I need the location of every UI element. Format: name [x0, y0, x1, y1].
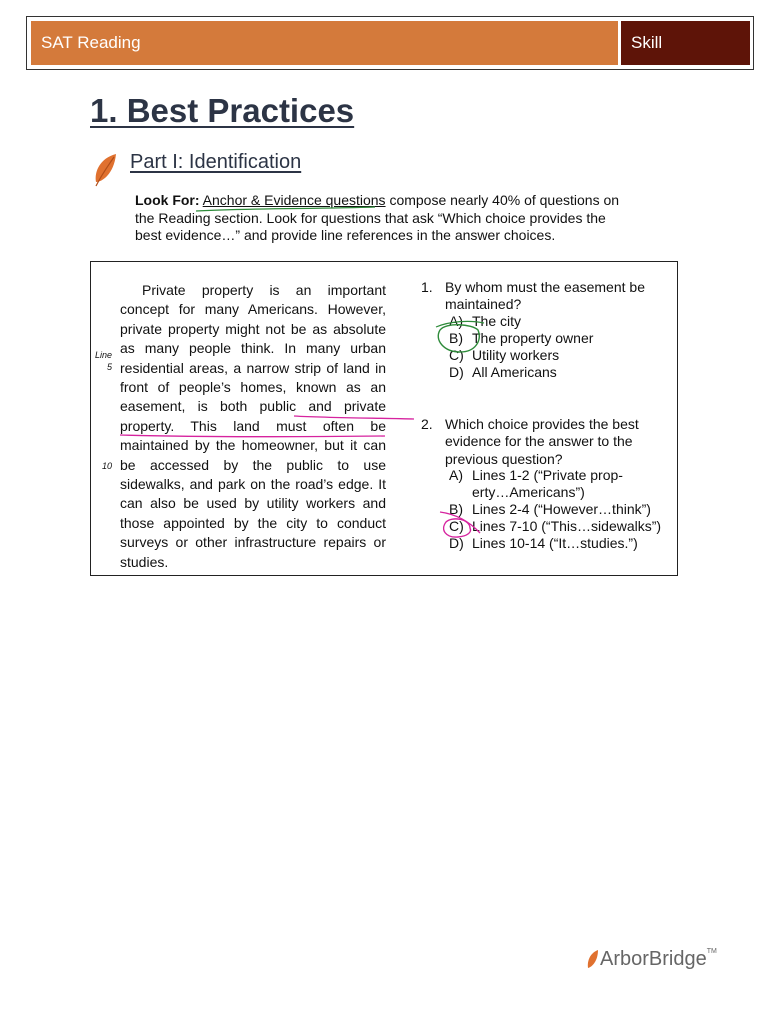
logo-text: ArborBridge	[600, 948, 707, 970]
question-number: 2.	[421, 416, 433, 432]
choice-text: The city	[472, 313, 522, 329]
q2-choice-a[interactable]	[449, 467, 623, 484]
choice-letter: C)	[449, 518, 464, 534]
choice-letter: B)	[449, 501, 463, 517]
logo-leaf-icon	[586, 949, 600, 971]
q2-choice-a-continued	[472, 484, 585, 501]
choice-text: erty…Americans”)	[472, 484, 585, 500]
choice-letter: D)	[449, 535, 464, 551]
choice-letter: D)	[449, 364, 464, 380]
question-stem: By whom must the easement be maintained?	[445, 279, 645, 313]
line-word: Line	[94, 350, 112, 360]
intro-highlight: Anchor & Evidence questions	[202, 192, 386, 208]
q2-choice-b[interactable]	[449, 501, 651, 518]
question-number: 1.	[421, 279, 433, 295]
choice-text: The property owner	[472, 330, 594, 346]
passage-text	[120, 281, 386, 572]
passage-part-2: but it can be accessed by the public to use sidewalks, and park on the road’s edge. It can also be used by utility workers and those appointed by the city to conduct surveys or other infrastructure repairs or studies.	[120, 437, 386, 570]
q1-choice-d[interactable]	[449, 364, 557, 381]
choice-text: All Americans	[472, 364, 557, 380]
intro-paragraph	[135, 192, 635, 245]
line-number-5: 5	[106, 362, 112, 372]
intro-rest: compose nearly 40% of questions on the Reading section. Look for questions that ask “Which choice provides the best evidence…” and provide line references in the answer choices.	[135, 192, 620, 243]
leaf-icon	[92, 152, 120, 195]
page-title: 1. Best Practices	[90, 92, 355, 129]
passage-underlined: his land must often be maintained by the homeowner,	[120, 417, 386, 454]
course-label: SAT Reading	[31, 21, 618, 65]
q1-choice-c[interactable]	[449, 347, 559, 364]
q2-choice-c[interactable]	[449, 518, 661, 535]
choice-letter: B)	[449, 330, 463, 346]
choice-text: Lines 1-2 (“Private prop-	[472, 467, 623, 483]
q1-choice-a[interactable]	[449, 313, 521, 330]
line-number-10: 10	[101, 461, 112, 471]
question-2	[421, 416, 671, 468]
question-stem: Which choice provides the best evidence for the answer to the previous question?	[445, 416, 639, 467]
logo-trademark: TM	[706, 948, 717, 955]
choice-letter: A)	[449, 467, 463, 483]
q2-choice-d[interactable]	[449, 535, 638, 552]
choice-text: Lines 10-14 (“It…studies.”)	[472, 535, 638, 551]
q1-choice-b[interactable]	[449, 330, 593, 347]
choice-letter: C)	[449, 347, 464, 363]
passage-part-1: Private property is an important concept for many Americans. However, private property might not be as absolute as many people think. In many urban residential areas, a narrow strip of land in front of people’s homes, known as an easement, is both public and private property. T	[120, 282, 386, 434]
choice-text: Lines 7-10 (“This…sidewalks”)	[472, 518, 662, 534]
choice-text: Utility workers	[472, 347, 560, 363]
arborbridge-logo	[586, 948, 717, 971]
look-for-label: Look For:	[135, 192, 200, 208]
choice-text: Lines 2-4 (“However…think”)	[472, 501, 651, 517]
category-label: Skill	[621, 21, 750, 65]
section-title: Part I: Identification	[130, 151, 302, 173]
choice-letter: A)	[449, 313, 463, 329]
page-header	[26, 16, 754, 70]
